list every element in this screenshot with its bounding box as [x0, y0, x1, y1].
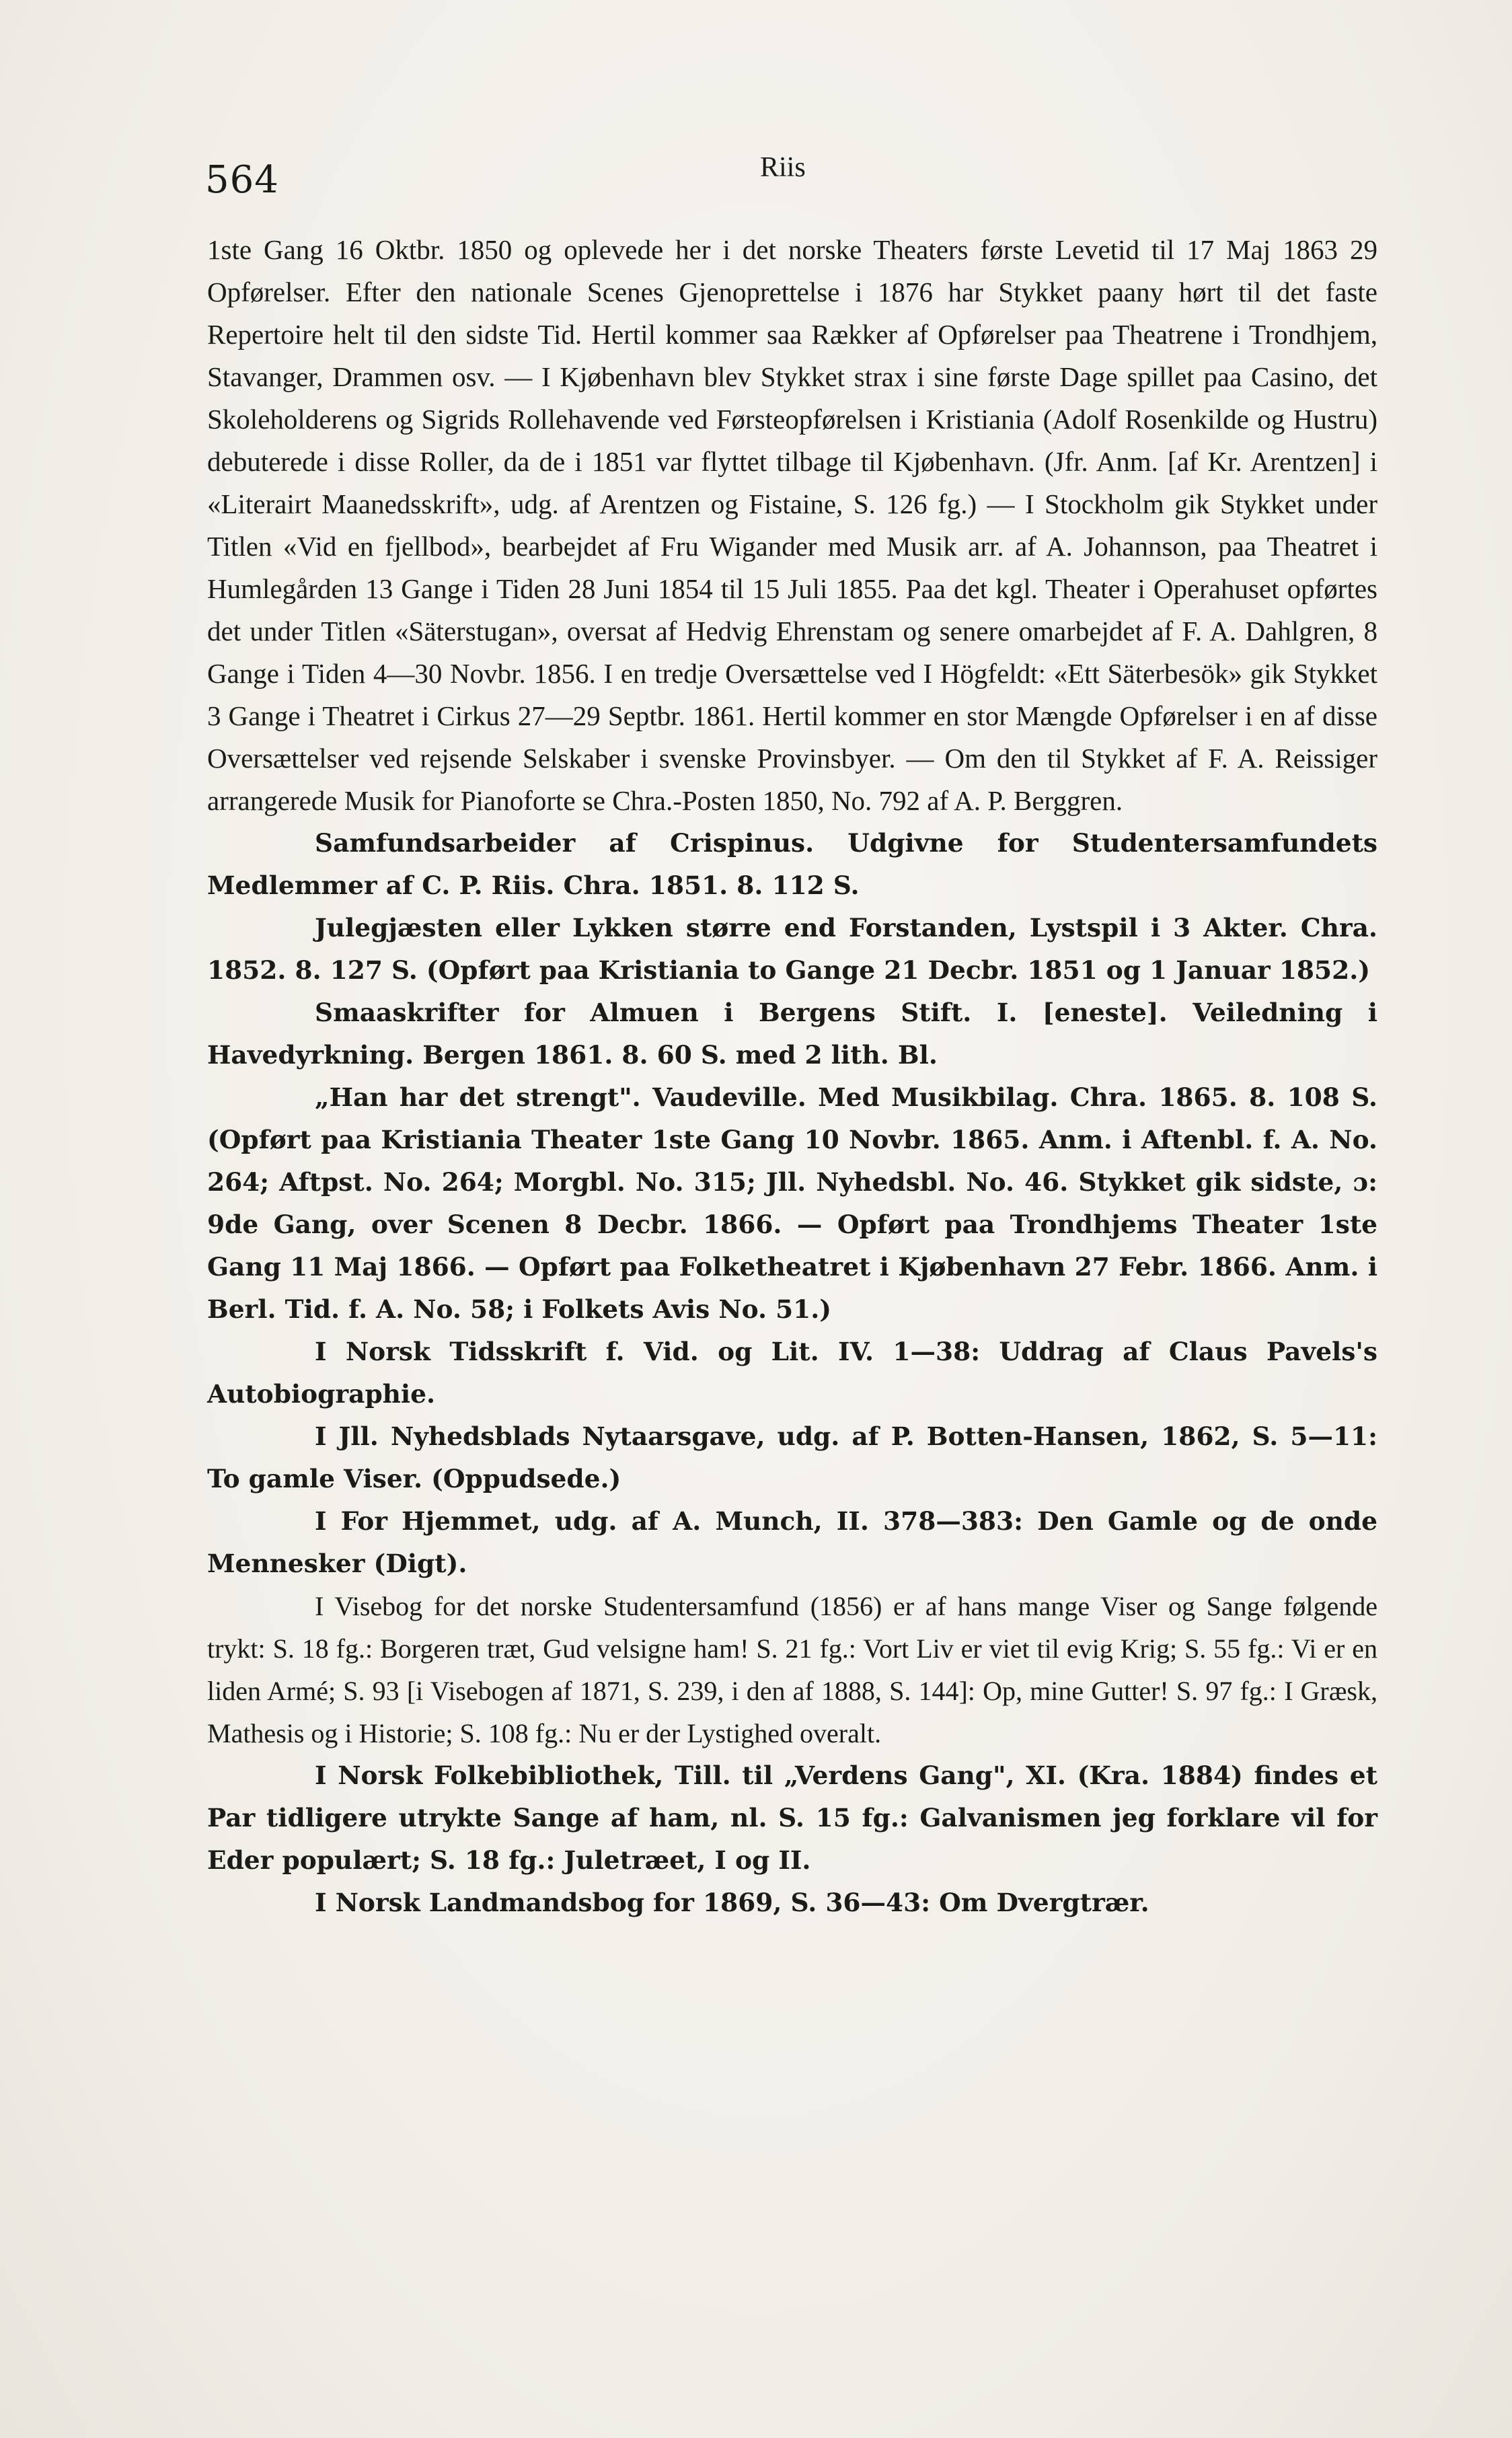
bibliography-entry-for-hjemmet: I For Hjemmet, udg. af A. Munch, II. 378—383: Den Gamle og de onde Mennesker (Digt). — [207, 1506, 1377, 1578]
running-head: Riis — [760, 152, 806, 183]
bibliography-entry-smaaskrifter: Smaaskrifter for Almuen i Bergens Stift. I. [eneste]. Veiledning i Havedyrkning. Bergen 1861. 8. 60 S. med 2 lith. Bl. — [207, 998, 1377, 1070]
bibliography-entry-norsk-tidsskrift: I Norsk Tidsskrift f. Vid. og Lit. IV. 1—38: Uddrag af Claus Pavels's Autobiographie. — [207, 1337, 1377, 1409]
bibliography-entry-nyhedsblads-nytaarsgave: I Jll. Nyhedsblads Nytaarsgave, udg. af P. Botten-Hansen, 1862, S. 5—11: To gamle Viser. (Oppudsede.) — [207, 1421, 1377, 1493]
body-text — [207, 229, 1377, 1924]
bibliography-entry-visebog: I Visebog for det norske Studentersamfund (1856) er af hans mange Viser og Sange følgende trykt: S. 18 fg.: Borgeren træt, Gud velsigne ham! S. 21 fg.: Vort Liv er viet til evig Krig; S. 55 fg.: Vi er en liden Armé; S. 93 [i Visebogen af 1871, S. 239, i den af 1888, S. 144]: Op, mine Gutter! S. 97 fg.: I Græsk, Mathesis og i Historie; S. 108 fg.: Nu er der Lystighed overalt. — [207, 1591, 1377, 1748]
paragraph-continuation: 1ste Gang 16 Oktbr. 1850 og oplevede her i det norske Theaters første Levetid til 17 Maj 1863 29 Opførelser. Efter den nationale Scenes Gjenoprettelse i 1876 har Stykket paany hørt til det faste Repertoire helt til den sidste Tid. Hertil kommer saa Rækker af Opførelser paa Theatrene i Trondhjem, Stavanger, Drammen osv. — I Kjøbenhavn blev Stykket strax i sine første Dage spillet paa Casino, det Skoleholderens og Sigrids Rollehavende ved Førsteopførelsen i Kristiania (Adolf Rosenkilde og Hustru) debuterede i disse Roller, da de i 1851 var flyttet tilbage til Kjøbenhavn. (Jfr. Anm. [af Kr. Arentzen] i «Literairt Maanedsskrift», udg. af Arentzen og Fistaine, S. 126 fg.) — I Stockholm gik Stykket under Titlen «Vid en fjellbod», bearbejdet af Fru Wigander med Musik arr. af A. Johannson, paa Theatret i Humlegården 13 Gange i Tiden 28 Juni 1854 til 15 Juli 1855. Paa det kgl. Theater i Operahuset opførtes det under Titlen «Säterstugan», oversat af Hedvig Ehrenstam og senere omarbejdet af F. A. Dahlgren, 8 Gange i Tiden 4—30 Novbr. 1856. I en tredje Oversættelse ved I Högfeldt: «Ett Säterbesök» gik Stykket 3 Gange i Theatret i Cirkus 27—29 Septbr. 1861. Hertil kommer en stor Mængde Opførelser i en af disse Oversættelser ved rejsende Selskaber i svenske Provinsbyer. — Om den til Stykket af F. A. Reissiger arrangerede Musik for Pianoforte se Chra.-Posten 1850, No. 792 af A. P. Berggren. — [207, 234, 1377, 816]
page-header — [205, 151, 1375, 205]
bibliography-entry-norsk-folkebibliothek: I Norsk Folkebibliothek, Till. til „Verdens Gang", XI. (Kra. 1884) findes et Par tidligere utrykte Sange af ham, nl. S. 15 fg.: Galvanismen jeg forklare vil for Eder populært; S. 18 fg.: Juletræet, I og II. — [207, 1761, 1377, 1875]
bibliography-entry-norsk-landmandsbog: I Norsk Landmandsbog for 1869, S. 36—43: Om Dvergtrær. — [315, 1888, 1149, 1917]
bibliography-entry-samfundsarbeider: Samfundsarbeider af Crispinus. Udgivne for Studentersamfundets Medlemmer af C. P. Riis. Chra. 1851. 8. 112 S. — [207, 828, 1377, 900]
bibliography-entry-han-har-det-strengt: „Han har det strengt". Vaudeville. Med Musikbilag. Chra. 1865. 8. 108 S. (Opført paa Kristiania Theater 1ste Gang 10 Novbr. 1865. Anm. i Aftenbl. f. A. No. 264; Aftpst. No. 264; Morgbl. No. 315; Jll. Nyhedsbl. No. 46. Stykket gik sidste, ɔ: 9de Gang, over Scenen 8 Decbr. 1866. — Opført paa Trondhjems Theater 1ste Gang 11 Maj 1866. — Opført paa Folketheatret i Kjøbenhavn 27 Febr. 1866. Anm. i Berl. Tid. f. A. No. 58; i Folkets Avis No. 51.) — [207, 1082, 1377, 1324]
bibliography-entry-julegjaesten: Julegjæsten eller Lykken større end Forstanden, Lystspil i 3 Akter. Chra. 1852. 8. 127 S. (Opført paa Kristiania to Gange 21 Decbr. 1851 og 1 Januar 1852.) — [207, 913, 1377, 985]
page-number: 564 — [205, 158, 279, 202]
